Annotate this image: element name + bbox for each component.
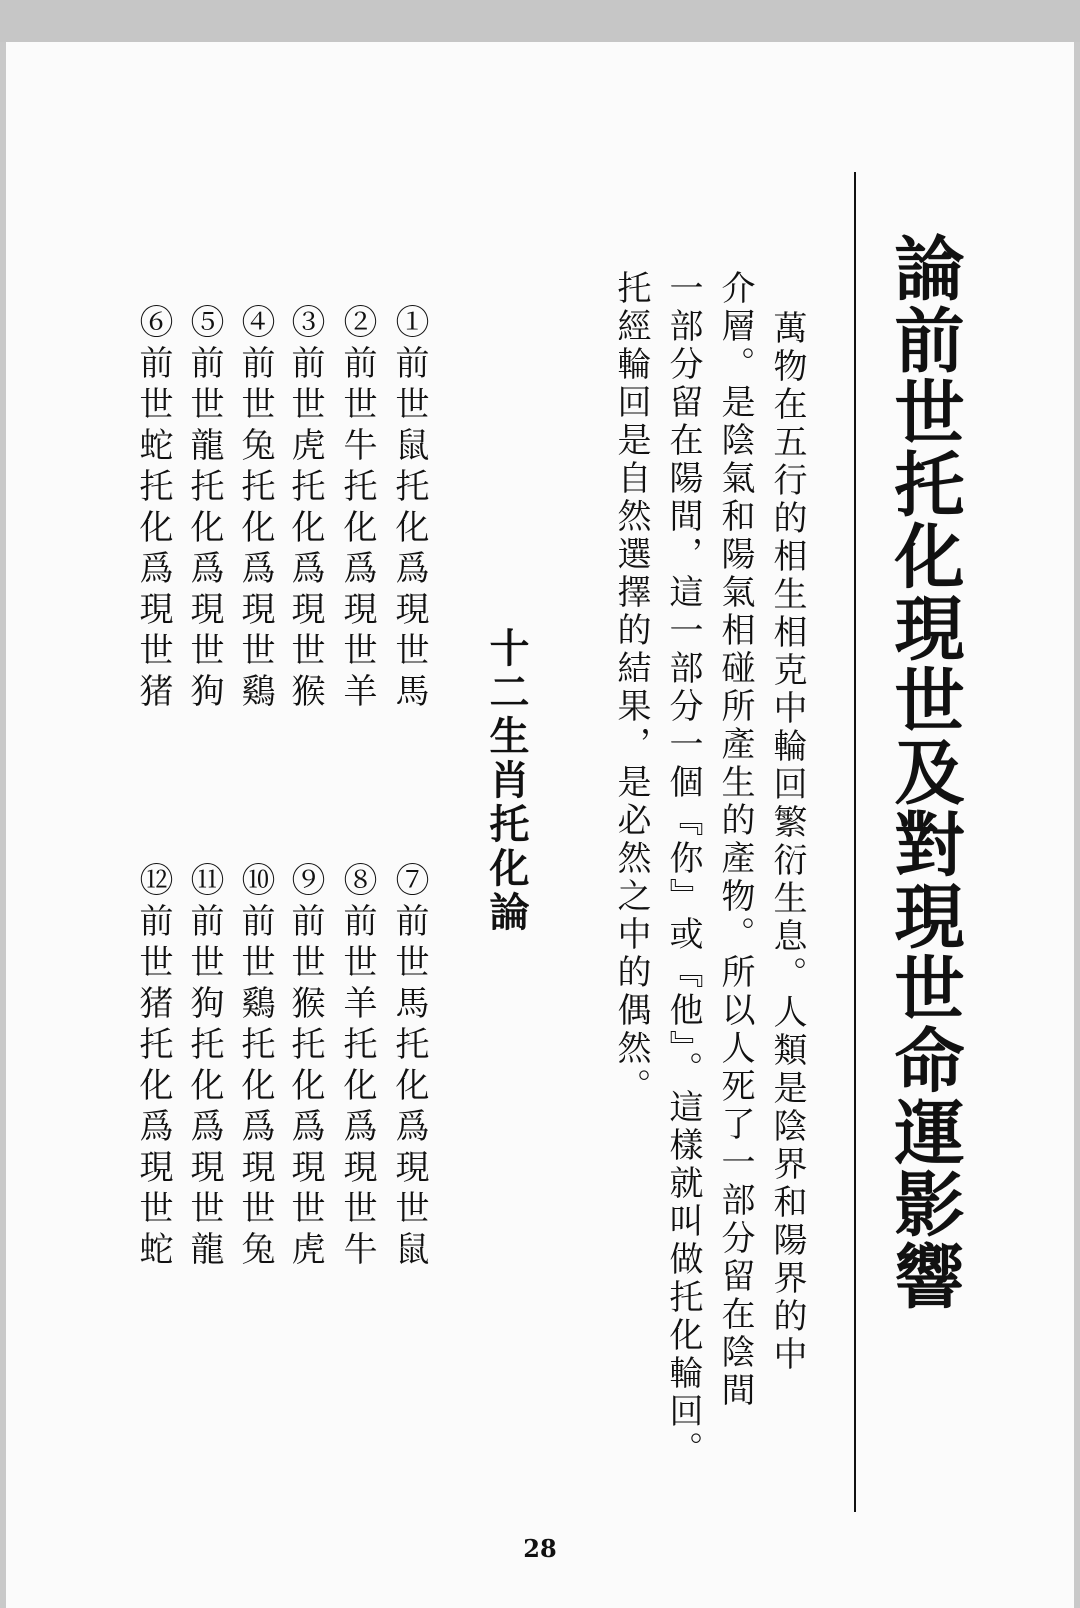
- section-heading: 十二生肖托化論: [483, 627, 529, 935]
- body-line-4: 托經輪回是自然選擇的結果，是必然之中的偶然。: [611, 270, 651, 1106]
- list-item-9: ⑨前世猴托化爲現世虎: [285, 862, 325, 1272]
- list-item-3: ③前世虎托化爲現世猴: [285, 304, 325, 714]
- list-item-2: ②前世牛托化爲現世羊: [337, 304, 377, 714]
- list-item-12: ⑫前世猪托化爲現世蛇: [133, 862, 173, 1272]
- title-divider: [854, 172, 856, 1512]
- body-line-3: 一部分留在陽間，這一部分一個『你』或『他』。這樣就叫做托化輪回。: [663, 270, 703, 1469]
- list-item-10: ⑩前世鷄托化爲現世兔: [235, 862, 275, 1272]
- page-title: 論前世托化現世及對現世命運影響: [883, 232, 965, 1312]
- body-line-1: 萬物在五行的相生相克中輪回繁衍生息。人類是陰界和陽界的中: [767, 310, 807, 1374]
- list-item-5: ⑤前世龍托化爲現世狗: [184, 304, 224, 714]
- list-item-4: ④前世兔托化爲現世鷄: [235, 304, 275, 714]
- body-line-2: 介層。是陰氣和陽氣相碰所產生的產物。所以人死了一部分留在陰間: [715, 270, 755, 1410]
- list-item-7: ⑦前世馬托化爲現世鼠: [389, 862, 429, 1272]
- book-page: [6, 42, 1074, 1608]
- list-item-6: ⑥前世蛇托化爲現世猪: [133, 304, 173, 714]
- list-item-8: ⑧前世羊托化爲現世牛: [337, 862, 377, 1272]
- page-number: 28: [523, 1534, 557, 1563]
- list-item-1: ①前世鼠托化爲現世馬: [389, 304, 429, 714]
- viewer-top-bar: [0, 0, 1080, 42]
- list-item-11: ⑪前世狗托化爲現世龍: [184, 862, 224, 1272]
